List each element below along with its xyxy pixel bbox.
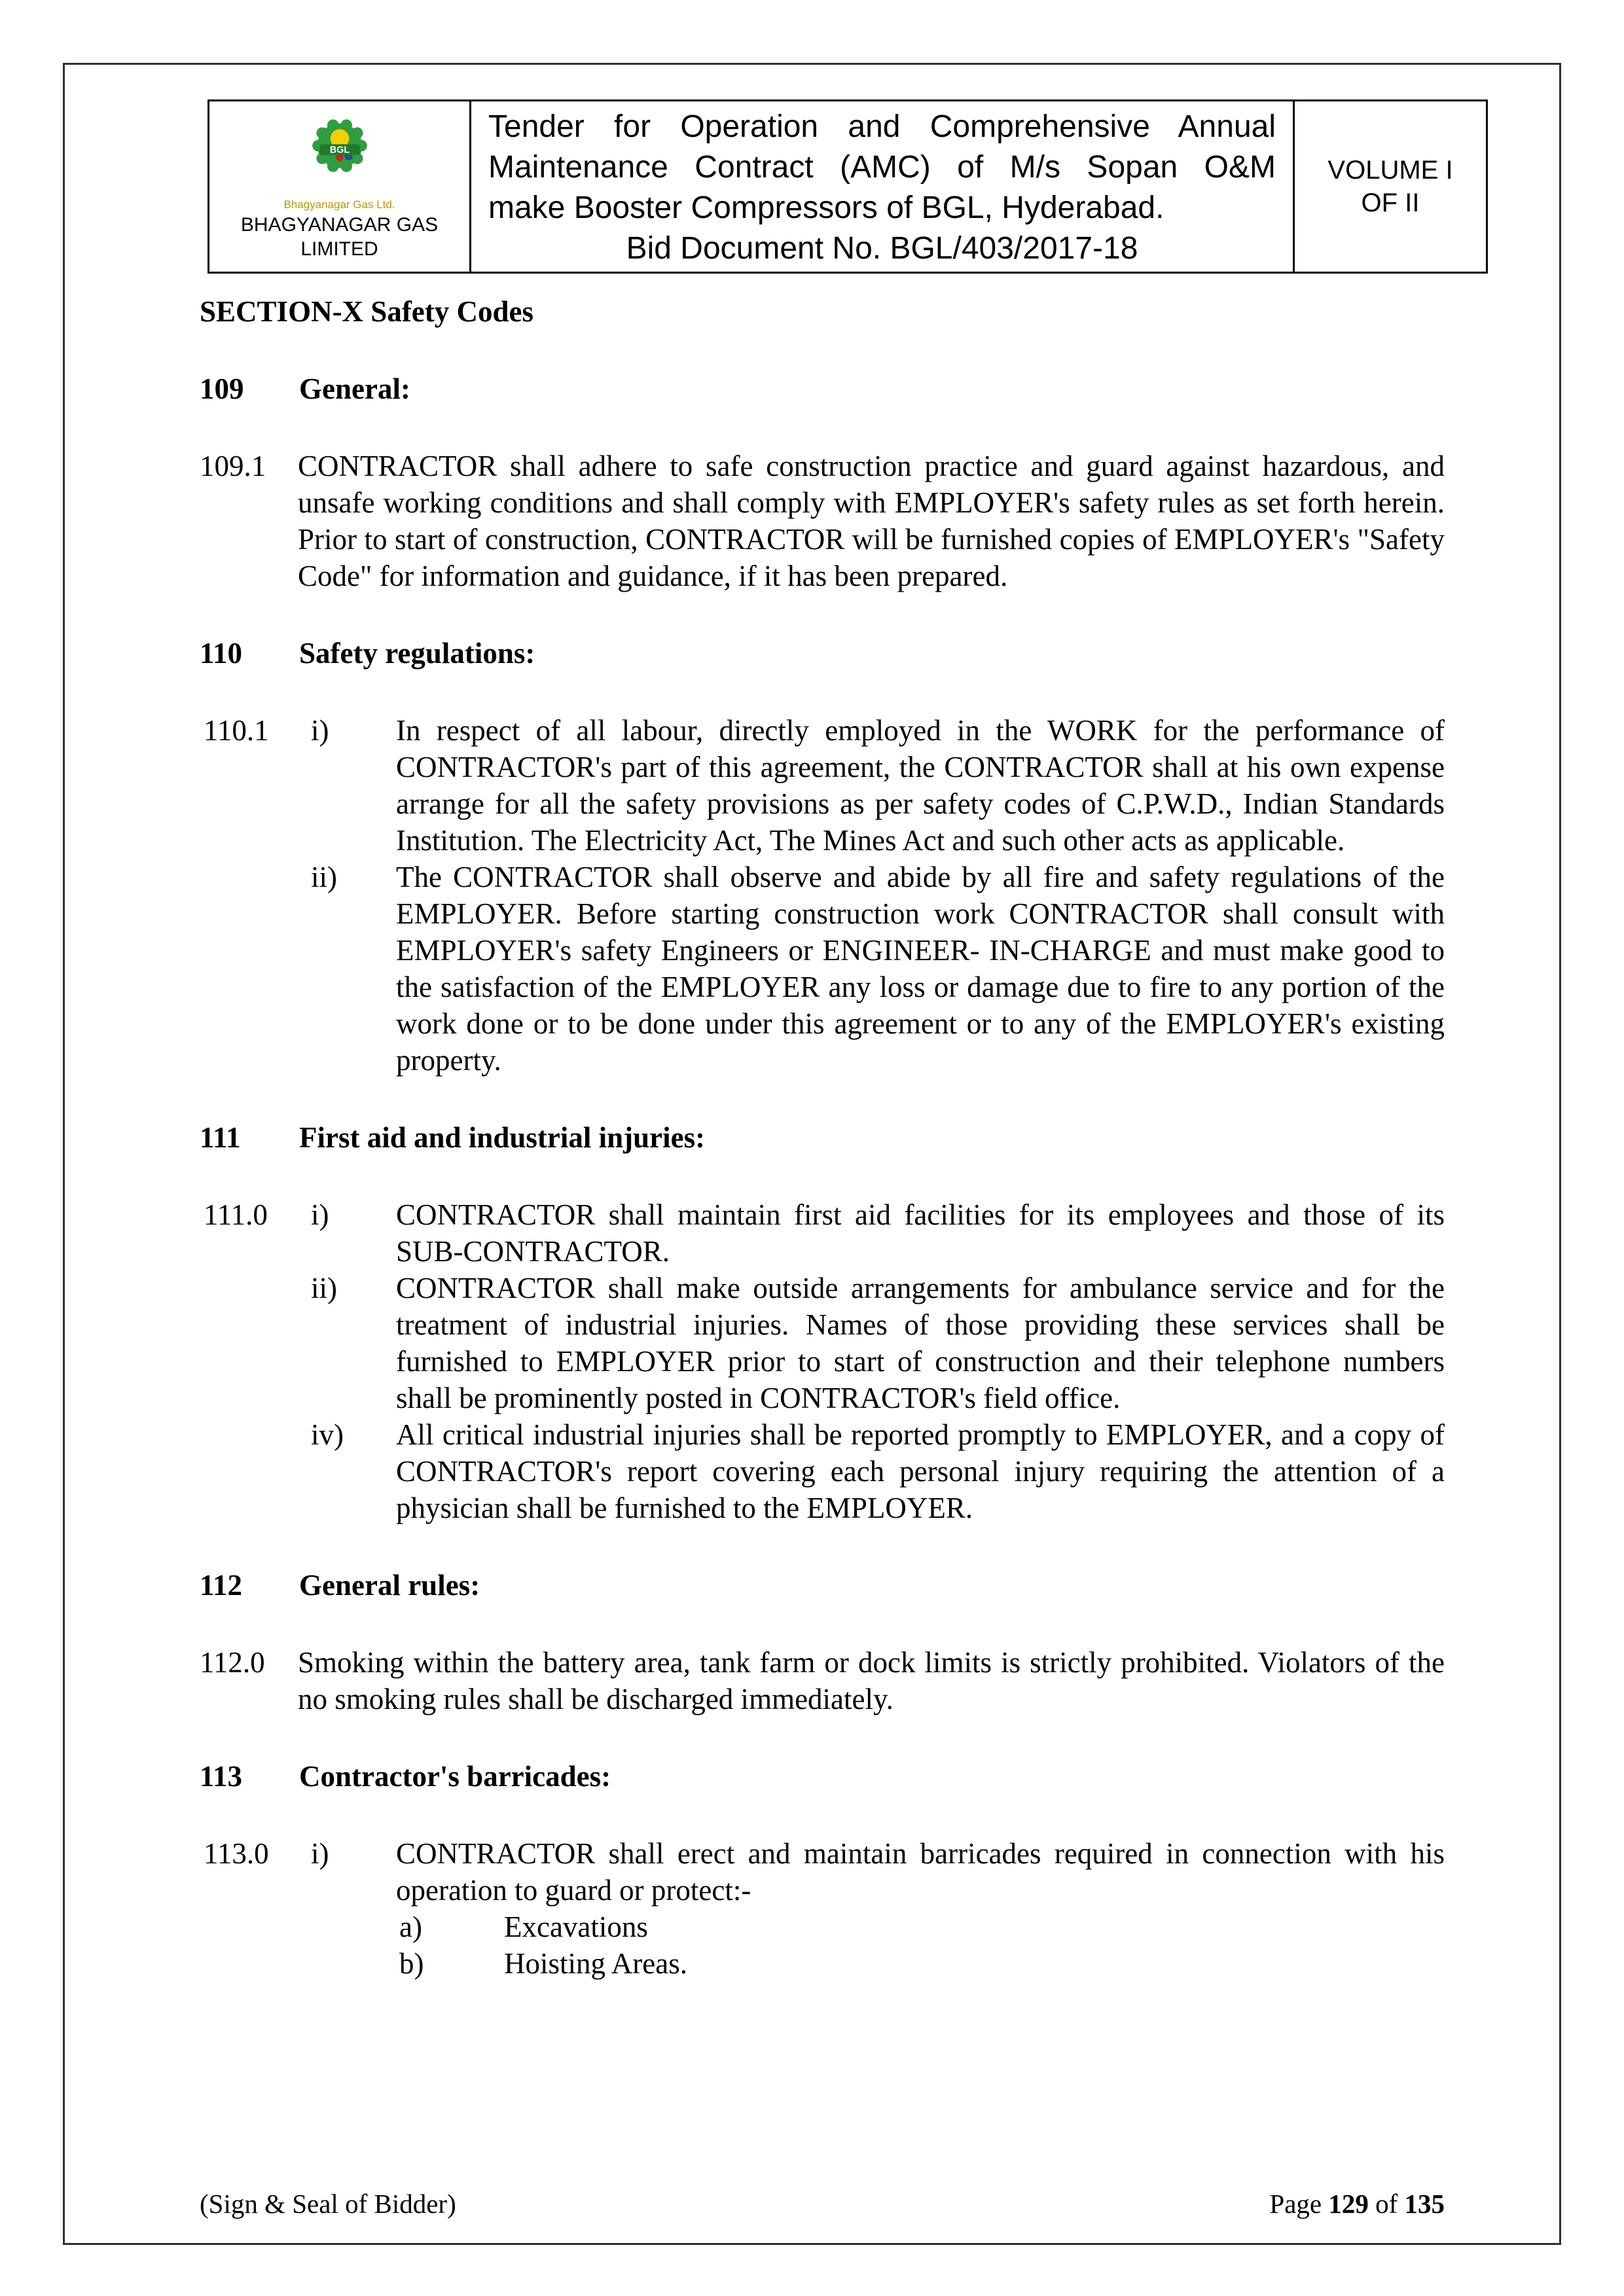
page-number: 129 [1328,2189,1369,2219]
page-indicator [1269,2187,1445,2220]
volume-line1: VOLUME I [1327,156,1453,185]
clause-111-0 [200,1196,1445,1526]
page-word: Page [1269,2189,1322,2219]
paragraph-112-0-text: Smoking within the battery area, tank farm or dock limits is strictly prohibited. Violators of the no smoking rules shall be discharged immediately. [298,1646,1445,1715]
clause-111-0-item-ii-marker: ii) [311,1272,337,1304]
clause-111-0-item-iv [200,1416,1445,1526]
clause-110-1-item-ii-marker: ii) [311,861,337,893]
heading-109-text: General: [299,372,410,405]
paragraph-109-1-text: CONTRACTOR shall adhere to safe construction practice and guard against hazardous, and unsafe working conditions and shall comply with EMPLOYER's safety rules as set forth herein. Prior to start of construction, CONTRACTOR will be furnished copies of EMPLOYER's "Safety Code" for information and guidance, if it has been prepared. [298,450,1445,592]
clause-113-0-sub-a-marker: a) [399,1910,422,1943]
heading-109 [200,370,1445,407]
page-footer [200,2187,1445,2220]
clause-110-1-item-ii [200,859,1445,1079]
volume-line2: OF II [1361,188,1420,217]
heading-113 [200,1758,1445,1795]
clause-111-0-item-i [200,1196,1445,1270]
heading-111 [200,1119,1445,1156]
logo-cell [209,101,471,272]
clause-113-0-item-i [200,1835,1445,1982]
tender-title-cell [471,101,1295,272]
company-name-line2: LIMITED [300,238,378,260]
heading-113-text: Contractor's barricades: [299,1760,611,1793]
company-name [241,213,438,261]
clause-113-0-item-i-marker: i) [311,1837,329,1870]
clause-113-0-sub-b-text: Hoisting Areas. [504,1947,687,1980]
clause-111-0-item-i-marker: i) [311,1198,329,1231]
tender-title-line2: Maintenance Contract (AMC) of M/s Sopan O&M [488,150,1276,185]
clause-113-0 [200,1835,1445,1982]
clause-110-1-item-i-marker: i) [311,714,329,747]
clause-111-0-item-iv-marker: iv) [311,1418,344,1451]
tender-title-line1: Tender for Operation and Comprehensive Annual [488,109,1276,144]
heading-110-text: Safety regulations: [299,637,535,670]
heading-112-text: General rules: [299,1569,480,1602]
bgl-logo-icon [297,113,383,202]
clause-110-1-item-i [200,712,1445,859]
clause-113-0-sub-a [396,1909,1445,1945]
heading-113-number: 113 [200,1760,243,1793]
sign-seal-note: (Sign & Seal of Bidder) [200,2189,456,2219]
clause-113-0-sub-a-text: Excavations [504,1910,648,1943]
clause-110-1-item-i-text: In respect of all labour, directly employed in the WORK for the performance of CONTRACTOR's part of this agreement, the CONTRACTOR shall at his own expense arrange for all the safety provisions as per safety codes of C.P.W.D., Indian Standards Institution. The Electricity Act, The Mines Act and such other acts as applicable. [396,714,1445,857]
heading-111-text: First aid and industrial injuries: [299,1121,706,1154]
paragraph-109-1 [200,448,1445,594]
volume-cell [1295,101,1486,272]
page-total: 135 [1404,2189,1445,2219]
clause-113-0-item-i-text: CONTRACTOR shall erect and maintain barricades required in connection with his operation to guard or protect:- [396,1837,1445,1907]
clause-111-0-item-i-text: CONTRACTOR shall maintain first aid facilities for its employees and those of its SUB-CONTRACTOR. [396,1198,1445,1268]
clause-113-0-sub-b [396,1945,1445,1982]
bid-document-number: Bid Document No. BGL/403/2017-18 [626,231,1138,266]
clause-111-0-label: 111.0 [204,1198,268,1231]
heading-112-number: 112 [200,1569,243,1602]
heading-110 [200,635,1445,672]
tender-title-line3: make Booster Compressors of BGL, Hyderabad. [488,190,1164,225]
document-body [200,293,1445,2022]
clause-110-1-label: 110.1 [204,714,269,747]
clause-110-1 [200,712,1445,1079]
clause-110-1-item-ii-text: The CONTRACTOR shall observe and abide by all fire and safety regulations of the EMPLOYER. Before starting construction work CONTRACTOR shall consult with EMPLOYER's safety Engineers or ENGINEER- IN-CHARGE and must make good to the satisfaction of the EMPLOYER any loss or damage due to fire to any portion of the work done or to be done under this agreement or to any of the EMPLOYER's existing property. [396,861,1445,1077]
heading-112 [200,1567,1445,1604]
of-word: of [1375,2189,1398,2219]
logo-acronym: BGL [329,145,350,156]
clause-111-0-item-ii-text: CONTRACTOR shall make outside arrangements for ambulance service and for the treatment of industrial injuries. Names of those providing these services shall be furnished to EMPLOYER prior to start of construction and their telephone numbers shall be prominently posted in CONTRACTOR's field office. [396,1272,1445,1414]
heading-111-number: 111 [200,1121,241,1154]
clause-113-0-label: 113.0 [204,1837,269,1870]
paragraph-112-0-label: 112.0 [200,1646,265,1679]
heading-110-number: 110 [200,637,243,670]
section-title: SECTION-X Safety Codes [200,295,534,328]
logo-caption: Bhagyanagar Gas Ltd. [283,198,395,211]
header-table [208,99,1488,274]
clause-113-0-sub-b-marker: b) [399,1947,424,1980]
company-name-line1: BHAGYANAGAR GAS [240,213,439,236]
clause-111-0-item-ii [200,1270,1445,1416]
paragraph-109-1-label: 109.1 [200,450,266,482]
clause-111-0-item-iv-text: All critical industrial injuries shall be reported promptly to EMPLOYER, and a copy of CONTRACTOR's report covering each personal injury requiring the attention of a physician shall be furnished to the EMPLOYER. [396,1418,1445,1524]
heading-109-number: 109 [200,372,244,405]
paragraph-112-0 [200,1644,1445,1717]
